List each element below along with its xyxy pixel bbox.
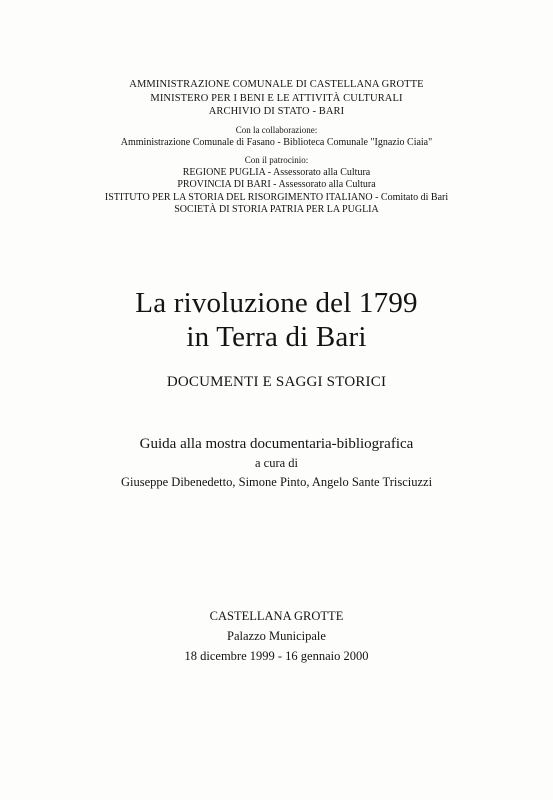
venue-city: CASTELLANA GROTTE [209, 609, 344, 623]
document-subtitle: DOCUMENTI E SAGGI STORICI [166, 374, 387, 390]
title-line-2: in Terra di Bari [186, 321, 367, 353]
organizer-line: ARCHIVIO DI STATO - BARI [208, 106, 345, 117]
patronage-block [0, 154, 553, 217]
collaboration-heading: Con la collaborazione: [235, 125, 318, 135]
patronage-item: REGIONE PUGLIA - Assessorato alla Cultura [182, 166, 371, 178]
patronage-heading: Con il patrocinio: [244, 155, 309, 165]
organizer-line: AMMINISTRAZIONE COMUNALE DI CASTELLANA GROTTE [129, 79, 424, 90]
venue-dates: 18 dicembre 1999 - 16 gennaio 2000 [184, 649, 369, 663]
organizer-line: MINISTERO PER I BENI E LE ATTIVITÀ CULTURALI [150, 92, 403, 104]
guide-title: Guida alla mostra documentaria-bibliografica [139, 436, 414, 452]
guide-block [0, 434, 553, 492]
collaboration-block [0, 124, 553, 149]
venue-block [0, 606, 553, 666]
collaboration-text: Amministrazione Comunale di Fasano - Biblioteca Comunale "Ignazio Ciaia" [120, 136, 433, 148]
editors-list: Giuseppe Dibenedetto, Simone Pinto, Angelo Sante Trisciuzzi [120, 475, 433, 489]
patronage-item: SOCIETÀ DI STORIA PATRIA PER LA PUGLIA [174, 204, 379, 215]
title-line-1: La rivoluzione del 1799 [135, 287, 418, 319]
patronage-item: ISTITUTO PER LA STORIA DEL RISORGIMENTO ITALIANO - Comitato di Bari [104, 191, 449, 203]
curated-by-label: a cura di [254, 456, 299, 470]
organizers-block [0, 78, 553, 119]
patronage-item: PROVINCIA DI BARI - Assessorato alla Cultura [177, 179, 376, 190]
venue-place: Palazzo Municipale [227, 629, 326, 643]
document-title [0, 286, 553, 354]
